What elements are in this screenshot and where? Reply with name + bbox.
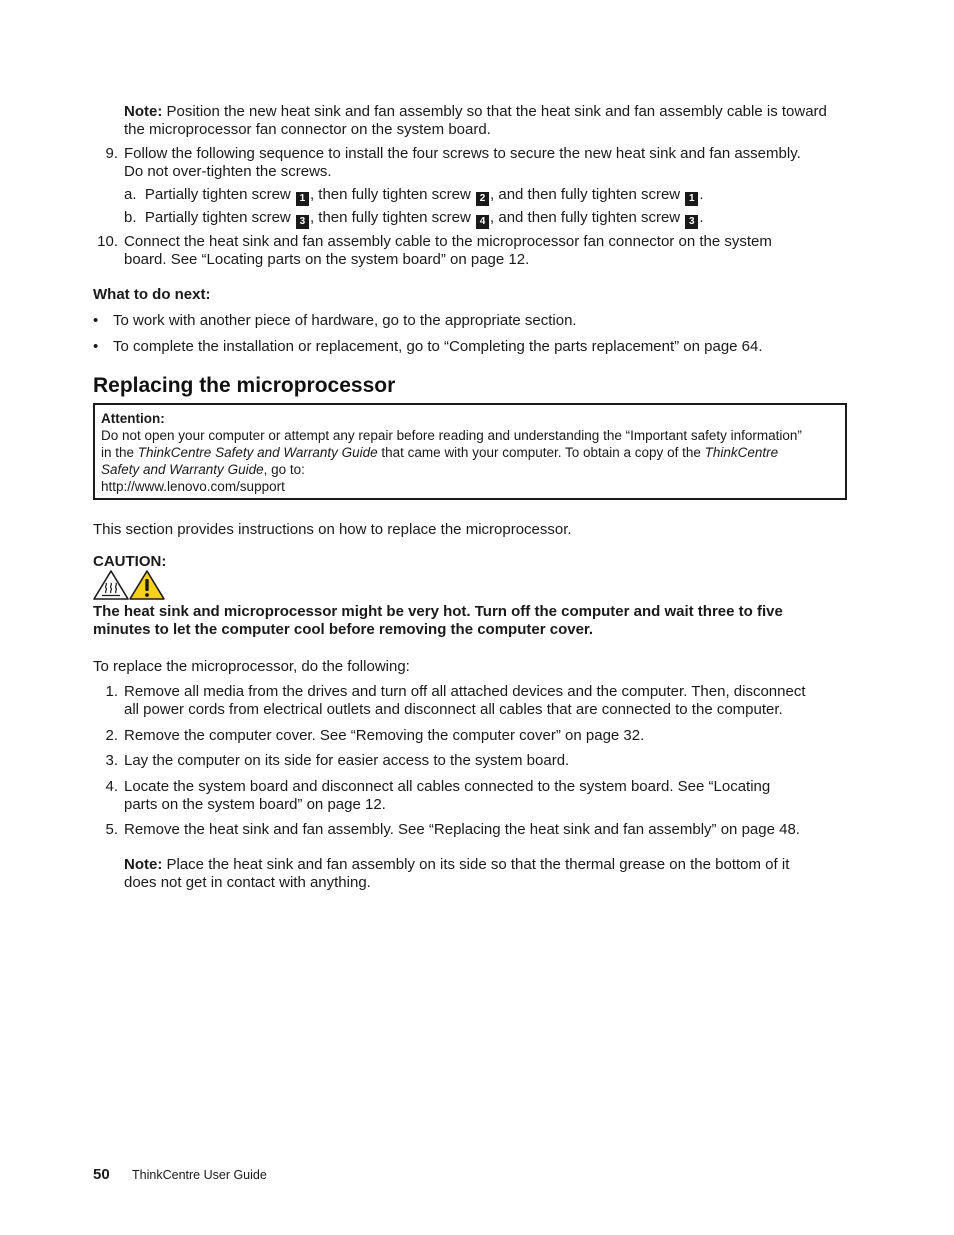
attention-text: , go to: bbox=[263, 462, 305, 477]
caution-icons bbox=[93, 569, 167, 601]
page-number: 50 bbox=[93, 1166, 110, 1183]
screw-badge: 4 bbox=[476, 215, 489, 229]
list-item bbox=[124, 778, 854, 814]
step-9 bbox=[124, 145, 854, 181]
substep-a bbox=[124, 186, 703, 206]
footer bbox=[93, 1166, 267, 1184]
step-9-number: 9. bbox=[105, 145, 118, 162]
screw-badge: 3 bbox=[685, 215, 698, 229]
section-intro: This section provides instructions on how to replace the microprocessor. bbox=[93, 521, 572, 538]
step-number: 5. bbox=[105, 821, 118, 838]
what-next-heading: What to do next: bbox=[93, 286, 211, 303]
attention-line1: Do not open your computer or attempt any repair before reading and understanding the “Important safety information” bbox=[101, 428, 802, 443]
note-bottom bbox=[124, 856, 844, 892]
caution-line2: minutes to let the computer cool before removing the computer cover. bbox=[93, 621, 594, 638]
step-10 bbox=[124, 233, 854, 269]
step-10-line1: Connect the heat sink and fan assembly cable to the microprocessor fan connector on the system bbox=[124, 233, 772, 250]
caution-line1: The heat sink and microprocessor might be very hot. Turn off the computer and wait three to five bbox=[93, 603, 783, 620]
note-label: Note: bbox=[124, 103, 163, 120]
substep-a-text1: Partially tighten screw bbox=[144, 186, 291, 203]
section-title: Replacing the microprocessor bbox=[93, 374, 396, 397]
screw-badge: 1 bbox=[685, 192, 698, 206]
note-text: Position the new heat sink and fan assembly so that the heat sink and fan assembly cable is toward the microprocessor fan connector on the system board. bbox=[124, 103, 827, 138]
substep-b-text3: , and then fully tighten screw bbox=[490, 209, 681, 226]
step-9-line2: Do not over-tighten the screws. bbox=[124, 163, 332, 180]
warning-icon bbox=[129, 569, 167, 601]
substep-b-text1: Partially tighten screw bbox=[144, 209, 291, 226]
list-item: Remove the computer cover. See “Removing the computer cover” on page 32. bbox=[124, 727, 645, 744]
step-1-line1: Remove all media from the drives and turn off all attached devices and the computer. Then, disconnect bbox=[124, 683, 806, 700]
bullet-item-2: To complete the installation or replacement, go to “Completing the parts replacement” on page 64. bbox=[113, 338, 763, 355]
list-item: Lay the computer on its side for easier access to the system board. bbox=[124, 752, 570, 769]
attention-label: Attention: bbox=[101, 411, 165, 426]
bullet-icon: • bbox=[93, 338, 99, 355]
attention-guide-title: Safety and Warranty Guide bbox=[101, 462, 264, 477]
replace-intro: To replace the microprocessor, do the following: bbox=[93, 658, 410, 675]
step-10-line2: board. See “Locating parts on the system board” on page 12. bbox=[124, 251, 530, 268]
step-number: 2. bbox=[105, 727, 118, 744]
step-number: 3. bbox=[105, 752, 118, 769]
caution-label: CAUTION: bbox=[93, 553, 167, 570]
screw-badge: 2 bbox=[476, 192, 489, 206]
substep-a-text4: . bbox=[699, 186, 704, 203]
bullet-item-1: To work with another piece of hardware, go to the appropriate section. bbox=[113, 312, 577, 329]
step-10-number: 10. bbox=[97, 233, 118, 250]
step-number: 4. bbox=[105, 778, 118, 795]
attention-text: that came with your computer. To obtain a copy of the bbox=[377, 445, 705, 460]
attention-guide-title: ThinkCentre Safety and Warranty Guide bbox=[137, 445, 378, 460]
step-9-line1: Follow the following sequence to install the four screws to secure the new heat sink and fan assembly. bbox=[124, 145, 801, 162]
substep-b-label: b. bbox=[124, 209, 137, 226]
attention-line2 bbox=[101, 444, 839, 461]
screw-badge: 1 bbox=[296, 192, 309, 206]
footer-title: ThinkCentre User Guide bbox=[132, 1168, 267, 1182]
attention-text: in the bbox=[101, 445, 138, 460]
bullet-icon: • bbox=[93, 312, 99, 329]
step-number: 1. bbox=[105, 683, 118, 700]
support-link[interactable]: http://www.lenovo.com/support bbox=[101, 479, 285, 494]
substep-b-text2: , then fully tighten screw bbox=[309, 209, 471, 226]
substep-a-text3: , and then fully tighten screw bbox=[490, 186, 681, 203]
substep-a-label: a. bbox=[124, 186, 137, 203]
substep-a-text2: , then fully tighten screw bbox=[309, 186, 471, 203]
caution-text bbox=[93, 603, 853, 639]
attention-box bbox=[93, 403, 847, 500]
step-4-line1: Locate the system board and disconnect all cables connected to the system board. See “Locating bbox=[124, 778, 771, 795]
substep-b-text4: . bbox=[699, 209, 704, 226]
step-1-line2: all power cords from electrical outlets and disconnect all cables that are connected to the computer. bbox=[124, 701, 783, 718]
screw-badge: 3 bbox=[296, 215, 309, 229]
substep-b bbox=[124, 209, 703, 229]
list-item: Remove the heat sink and fan assembly. See “Replacing the heat sink and fan assembly” on page 48. bbox=[124, 821, 800, 838]
note-text: does not get in contact with anything. bbox=[124, 874, 371, 891]
attention-line3 bbox=[101, 461, 839, 478]
step-4-line2: parts on the system board” on page 12. bbox=[124, 796, 386, 813]
note-top bbox=[124, 103, 844, 139]
note-text: Place the heat sink and fan assembly on its side so that the thermal grease on the bottom of it bbox=[166, 856, 790, 873]
note-label: Note: bbox=[124, 856, 163, 873]
attention-guide-title: ThinkCentre bbox=[704, 445, 779, 460]
list-item bbox=[124, 683, 854, 719]
